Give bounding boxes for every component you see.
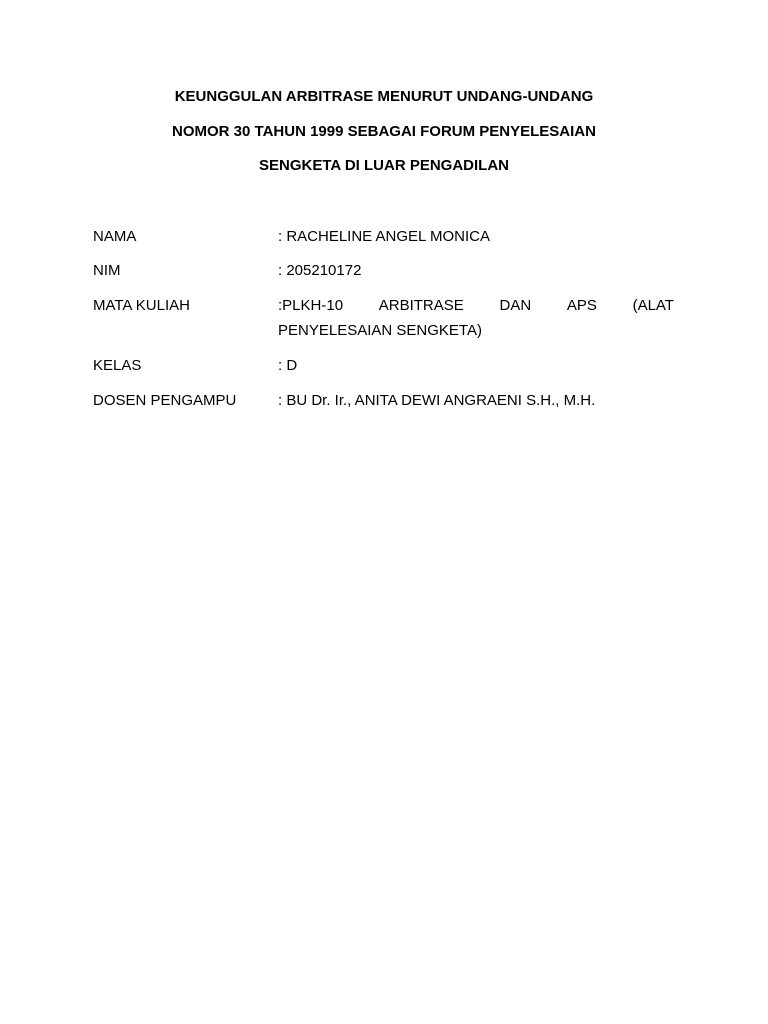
nama-value: : RACHELINE ANGEL MONICA bbox=[278, 228, 490, 245]
nim-value: : 205210172 bbox=[278, 262, 362, 279]
kelas-label: KELAS bbox=[93, 357, 142, 374]
mata-kuliah-word: DAN bbox=[499, 297, 532, 314]
mata-kuliah-word: (ALAT bbox=[632, 297, 674, 314]
mata-kuliah-word: ARBITRASE bbox=[378, 297, 464, 314]
kelas-value: : D bbox=[278, 357, 298, 374]
nama-label: NAMA bbox=[93, 228, 137, 245]
mata-kuliah-word: :PLKH-10 bbox=[278, 297, 344, 314]
nim-label: NIM bbox=[93, 262, 121, 279]
dosen-label: DOSEN PENGAMPU bbox=[93, 392, 237, 409]
mata-kuliah-value-line-2: PENYELESAIAN SENGKETA) bbox=[278, 322, 482, 339]
mata-kuliah-word: APS bbox=[566, 297, 597, 314]
title-line-2: NOMOR 30 TAHUN 1999 SEBAGAI FORUM PENYELESAIAN bbox=[172, 123, 596, 140]
mata-kuliah-value-line-1 bbox=[278, 297, 674, 315]
title-line-3: SENGKETA DI LUAR PENGADILAN bbox=[258, 157, 509, 174]
dosen-value: : BU Dr. Ir., ANITA DEWI ANGRAENI S.H., M.H. bbox=[278, 392, 596, 409]
title-line-1: KEUNGGULAN ARBITRASE MENURUT UNDANG-UNDANG bbox=[174, 88, 594, 105]
mata-kuliah-label: MATA KULIAH bbox=[93, 297, 190, 314]
